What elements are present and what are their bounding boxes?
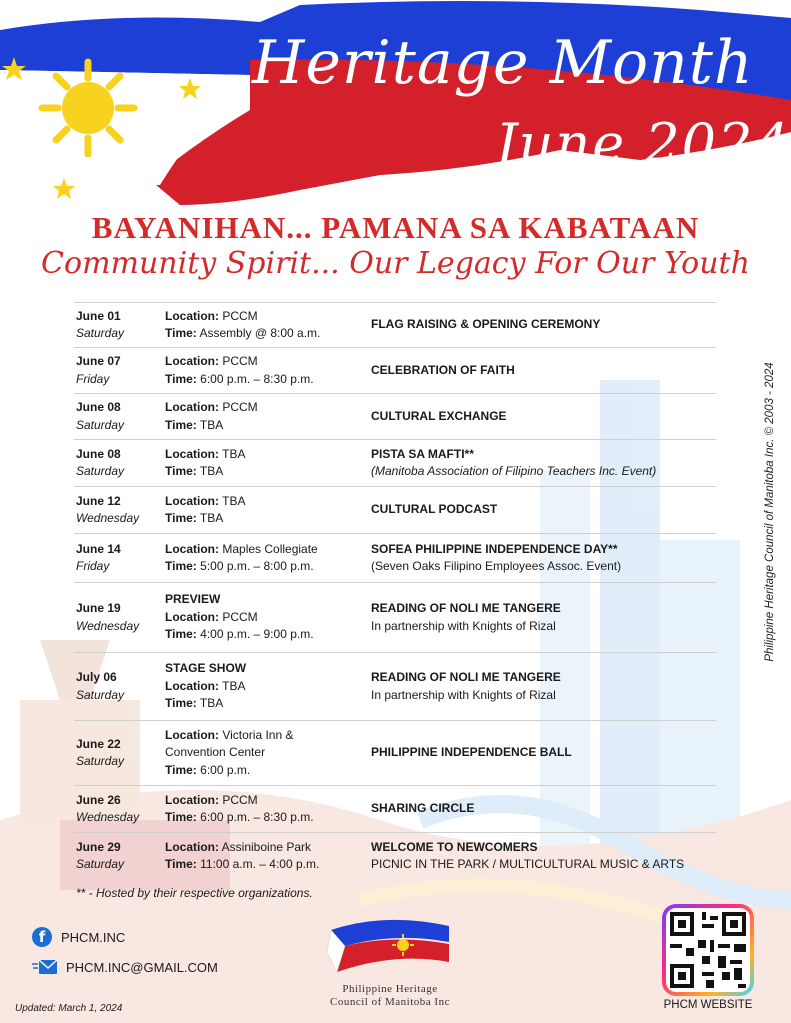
- event-date: June 19: [76, 601, 121, 615]
- event-time: TBA: [199, 464, 224, 478]
- sun-icon: [42, 62, 134, 154]
- title-june-2024: June 2024: [495, 112, 791, 175]
- event-weekday: Wednesday: [76, 511, 140, 525]
- event-time: 6:00 p.m. – 8:30 p.m.: [200, 810, 314, 824]
- event-weekday: Saturday: [76, 464, 125, 478]
- event-time: 4:00 p.m. – 9:00 p.m.: [200, 627, 314, 642]
- event-title: READING OF NOLI ME TANGERE: [371, 670, 561, 684]
- event-date: June 01: [76, 308, 121, 323]
- location-label: Location:: [165, 609, 219, 624]
- schedule-row: [74, 534, 716, 583]
- facebook-icon: f: [32, 927, 52, 947]
- schedule-row: [74, 721, 716, 786]
- event-date: June 08: [76, 400, 121, 414]
- event-weekday: Wednesday: [76, 810, 140, 824]
- facebook-handle[interactable]: PHCM.INC: [61, 929, 126, 945]
- event-location: Victoria Inn &: [222, 727, 294, 742]
- event-location: Maples Collegiate: [222, 541, 318, 556]
- sun-icon: [397, 939, 409, 951]
- schedule-row: [74, 302, 716, 348]
- event-date: June 08: [76, 446, 121, 461]
- email-contact[interactable]: [32, 958, 218, 976]
- facebook-contact[interactable]: [32, 927, 125, 947]
- time-label: Time:: [165, 762, 197, 777]
- qr-label: PHCM WEBSITE: [663, 999, 753, 1011]
- location-label: Location:: [165, 400, 219, 414]
- event-date: June 14: [76, 541, 121, 556]
- phcm-logo: [325, 912, 455, 982]
- event-weekday: Friday: [76, 559, 110, 573]
- event-location: TBA: [222, 493, 246, 508]
- time-label: Time:: [165, 326, 197, 340]
- event-format: STAGE SHOW: [165, 661, 247, 676]
- event-time: 11:00 a.m. – 4:00 p.m.: [200, 857, 320, 871]
- location-label: Location:: [165, 541, 219, 556]
- event-title: CULTURAL EXCHANGE: [371, 408, 507, 423]
- event-date: June 29: [76, 839, 121, 854]
- time-label: Time:: [165, 857, 197, 871]
- event-weekday: Saturday: [76, 754, 125, 768]
- event-location: PCCM: [222, 400, 258, 414]
- event-time: TBA: [199, 417, 224, 432]
- event-date: June 07: [76, 354, 121, 368]
- location-label: Location:: [165, 354, 219, 368]
- event-weekday: Friday: [76, 371, 110, 386]
- schedule-row: [74, 833, 716, 879]
- time-label: Time:: [165, 511, 197, 525]
- event-title: PISTA SA MAFTI**: [371, 446, 474, 461]
- event-location-line2: Convention Center: [165, 745, 266, 760]
- schedule-row: [74, 394, 716, 440]
- event-title: READING OF NOLI ME TANGERE: [371, 601, 561, 615]
- event-date: June 26: [76, 792, 121, 807]
- title-heritage-month: Heritage Month: [252, 28, 754, 98]
- time-label: Time:: [165, 417, 197, 432]
- event-location: PCCM: [222, 354, 258, 368]
- event-note: (Manitoba Association of Filipino Teachers Inc. Event): [371, 464, 657, 478]
- event-location: Assiniboine Park: [221, 839, 312, 854]
- location-label: Location:: [165, 493, 219, 508]
- event-title: CULTURAL PODCAST: [371, 502, 498, 517]
- schedule-row: [74, 653, 716, 721]
- event-title: PHILIPPINE INDEPENDENCE BALL: [371, 745, 572, 760]
- event-note: (Seven Oaks Filipino Employees Assoc. Event): [371, 559, 622, 573]
- event-date: July 06: [76, 670, 117, 684]
- event-time: TBA: [199, 511, 224, 525]
- vertical-copyright-text: Philippine Heritage Council of Manitoba Inc. © 2003 - 2024: [764, 362, 776, 662]
- event-location: PCCM: [222, 792, 258, 807]
- time-label: Time:: [165, 464, 197, 478]
- schedule-row: [74, 348, 716, 394]
- email-icon: [32, 958, 58, 976]
- qr-code-pattern: [666, 908, 750, 992]
- schedule-row: [74, 786, 716, 833]
- schedule-row: [74, 487, 716, 534]
- event-weekday: Saturday: [76, 326, 125, 340]
- time-label: Time:: [165, 371, 197, 386]
- event-time: 6:00 p.m.: [200, 762, 251, 777]
- time-label: Time:: [165, 627, 197, 642]
- event-title: WELCOME TO NEWCOMERS: [371, 839, 538, 854]
- time-label: Time:: [165, 559, 197, 573]
- event-schedule: [74, 302, 716, 879]
- org-name: [290, 983, 490, 1009]
- schedule-row: [74, 583, 716, 653]
- event-time: TBA: [199, 696, 224, 711]
- email-address[interactable]: PHCM.INC@GMAIL.COM: [66, 959, 218, 975]
- event-time: Assembly @ 8:00 a.m.: [199, 326, 321, 340]
- event-date: June 22: [76, 736, 121, 751]
- event-format: PREVIEW: [165, 592, 221, 607]
- event-title: CELEBRATION OF FAITH: [371, 362, 515, 377]
- tagline-script: Community Spirit... Our Legacy For Our Youth: [41, 246, 750, 281]
- qr-code[interactable]: [662, 904, 754, 996]
- event-weekday: Wednesday: [76, 618, 140, 633]
- footnote: ** - Hosted by their respective organizations.: [76, 886, 313, 900]
- event-weekday: Saturday: [76, 857, 125, 871]
- event-location: PCCM: [222, 609, 258, 624]
- location-label: Location:: [165, 308, 219, 323]
- event-title: SHARING CIRCLE: [371, 801, 475, 816]
- tagline-main: BAYANIHAN... PAMANA SA KABATAAN: [91, 210, 700, 245]
- event-location: PCCM: [222, 308, 258, 323]
- location-label: Location:: [165, 727, 219, 742]
- location-label: Location:: [165, 678, 219, 693]
- location-label: Location:: [165, 839, 219, 854]
- time-label: Time:: [165, 696, 197, 711]
- location-label: Location:: [165, 446, 219, 461]
- event-note: In partnership with Knights of Rizal: [371, 687, 556, 702]
- event-weekday: Saturday: [76, 687, 125, 702]
- event-note: In partnership with Knights of Rizal: [371, 618, 556, 633]
- event-time: 5:00 p.m. – 8:00 p.m.: [200, 559, 314, 573]
- org-name-line1: Philippine Heritage: [342, 983, 438, 995]
- schedule-row: [74, 440, 716, 487]
- location-label: Location:: [165, 792, 219, 807]
- event-title: FLAG RAISING & OPENING CEREMONY: [371, 317, 601, 332]
- updated-date: Updated: March 1, 2024: [15, 1003, 123, 1014]
- event-weekday: Saturday: [76, 417, 125, 432]
- event-location: TBA: [222, 678, 246, 693]
- org-name-line2: Council of Manitoba Inc: [330, 996, 450, 1008]
- event-time: 6:00 p.m. – 8:30 p.m.: [200, 371, 314, 386]
- time-label: Time:: [165, 810, 197, 824]
- event-note: PICNIC IN THE PARK / MULTICULTURAL MUSIC & ARTS: [371, 857, 685, 871]
- event-date: June 12: [76, 493, 121, 508]
- event-location: TBA: [222, 446, 246, 461]
- event-title: SOFEA PHILIPPINE INDEPENDENCE DAY**: [371, 541, 618, 556]
